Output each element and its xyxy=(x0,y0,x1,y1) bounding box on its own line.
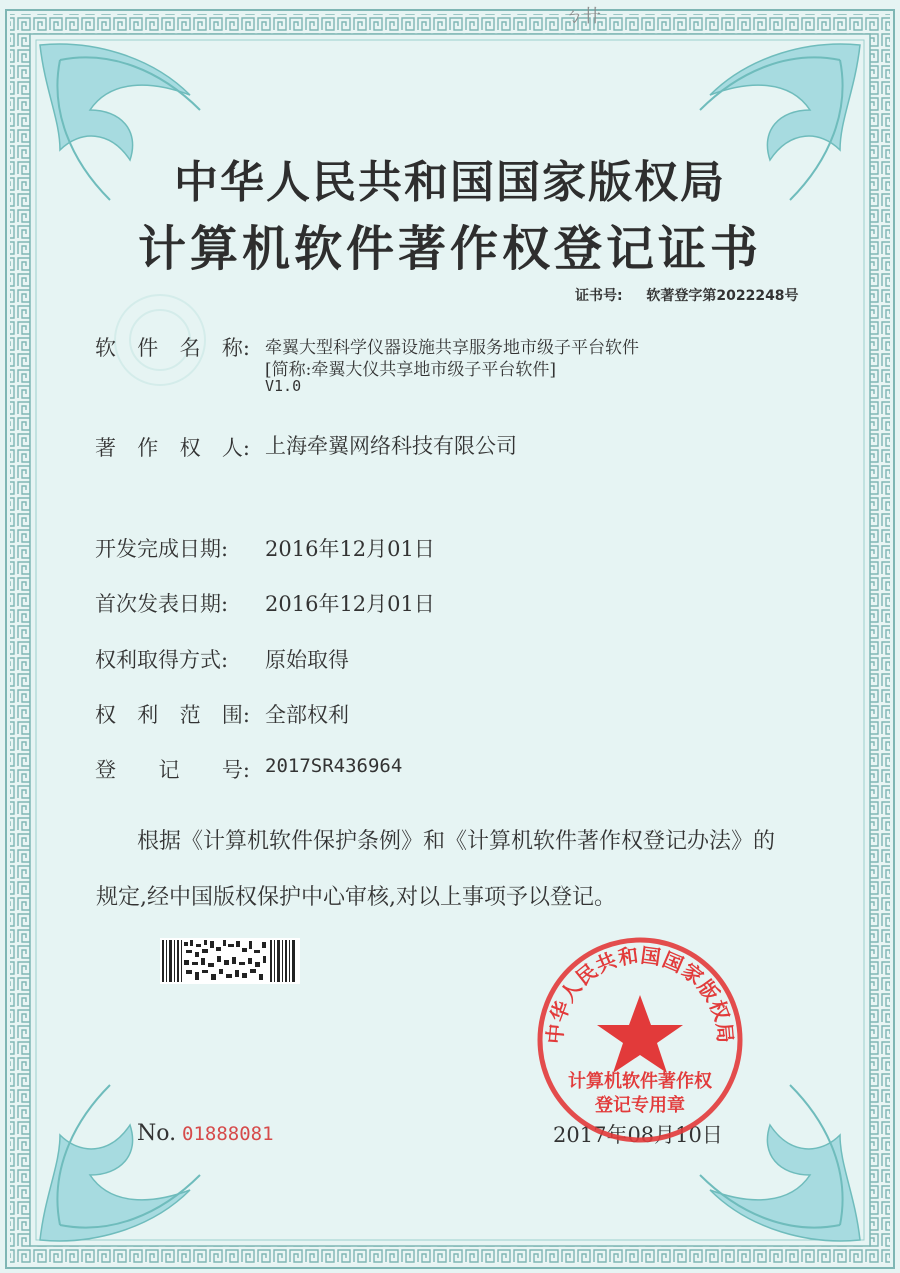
software-version: V1.0 xyxy=(265,377,302,395)
label-char: 权 xyxy=(179,436,201,460)
certificate-number-value: 软著登字第2022248号 xyxy=(646,288,799,304)
barcode xyxy=(160,938,300,984)
serial-no-label: No. xyxy=(137,1121,177,1146)
software-name: 牵翼大型科学仪器设施共享服务地市级子平台软件 xyxy=(265,338,639,358)
label-char: 范 xyxy=(179,703,201,727)
label-char: 利 xyxy=(137,703,159,727)
reg-number-label xyxy=(95,754,250,784)
certificate-number xyxy=(575,285,799,305)
label-char: 名 xyxy=(179,336,201,360)
label-char: 件 xyxy=(137,336,159,360)
seal-line-1: 计算机软件著作权 xyxy=(568,1071,712,1092)
first-publish-label: 首次发表日期: xyxy=(95,592,229,616)
copyright-owner-label xyxy=(95,432,250,462)
scope-label xyxy=(95,699,250,729)
software-name-label xyxy=(95,332,250,362)
label-char: 著 xyxy=(95,436,116,460)
copyright-owner: 上海牵翼网络科技有限公司 xyxy=(265,434,517,458)
label-char: 号: xyxy=(221,758,250,782)
label-char: 记 xyxy=(158,758,180,782)
certificate-title: 计算机软件著作权登记证书 xyxy=(137,221,762,277)
label-char: 称: xyxy=(221,336,250,360)
seal-star-icon xyxy=(597,995,683,1073)
label-char: 权 xyxy=(95,703,116,727)
seal-arc-text: 中华人民共和国国家版权局 xyxy=(542,943,738,1045)
label-char: 作 xyxy=(137,436,159,460)
first-publish-date: 2016年12月01日 xyxy=(265,592,435,616)
label-char: 登 xyxy=(95,758,116,782)
serial-no-value: 01888081 xyxy=(182,1123,274,1145)
software-short-name: [简称:牵翼大仪共享地市级子平台软件] xyxy=(265,360,556,380)
body-line-2: 规定,经中国版权保护中心审核,对以上事项予以登记。 xyxy=(96,885,616,910)
body-line-1: 根据《计算机软件保护条例》和《计算机软件著作权登记办法》的 xyxy=(137,829,776,854)
issuer-title: 中华人民共和国国家版权局 xyxy=(174,157,726,208)
seal-line-2: 登记专用章 xyxy=(595,1095,685,1116)
acquire-method: 原始取得 xyxy=(265,648,349,672)
scope-value: 全部权利 xyxy=(265,703,349,727)
official-seal xyxy=(535,935,745,1145)
label-char: 人: xyxy=(221,436,250,460)
dev-complete-date: 2016年12月01日 xyxy=(265,537,435,561)
issue-date: 2017年08月10日 xyxy=(553,1123,723,1147)
reg-number: 2017SR436964 xyxy=(265,755,403,777)
dev-complete-label: 开发完成日期: xyxy=(95,537,229,561)
corner-handwritten-mark: ㄅ卄 xyxy=(565,6,601,27)
acquire-method-label: 权利取得方式: xyxy=(95,648,229,672)
label-char: 软 xyxy=(95,336,116,360)
label-char: 围: xyxy=(221,703,250,727)
certificate-number-label: 证书号: xyxy=(575,288,623,304)
